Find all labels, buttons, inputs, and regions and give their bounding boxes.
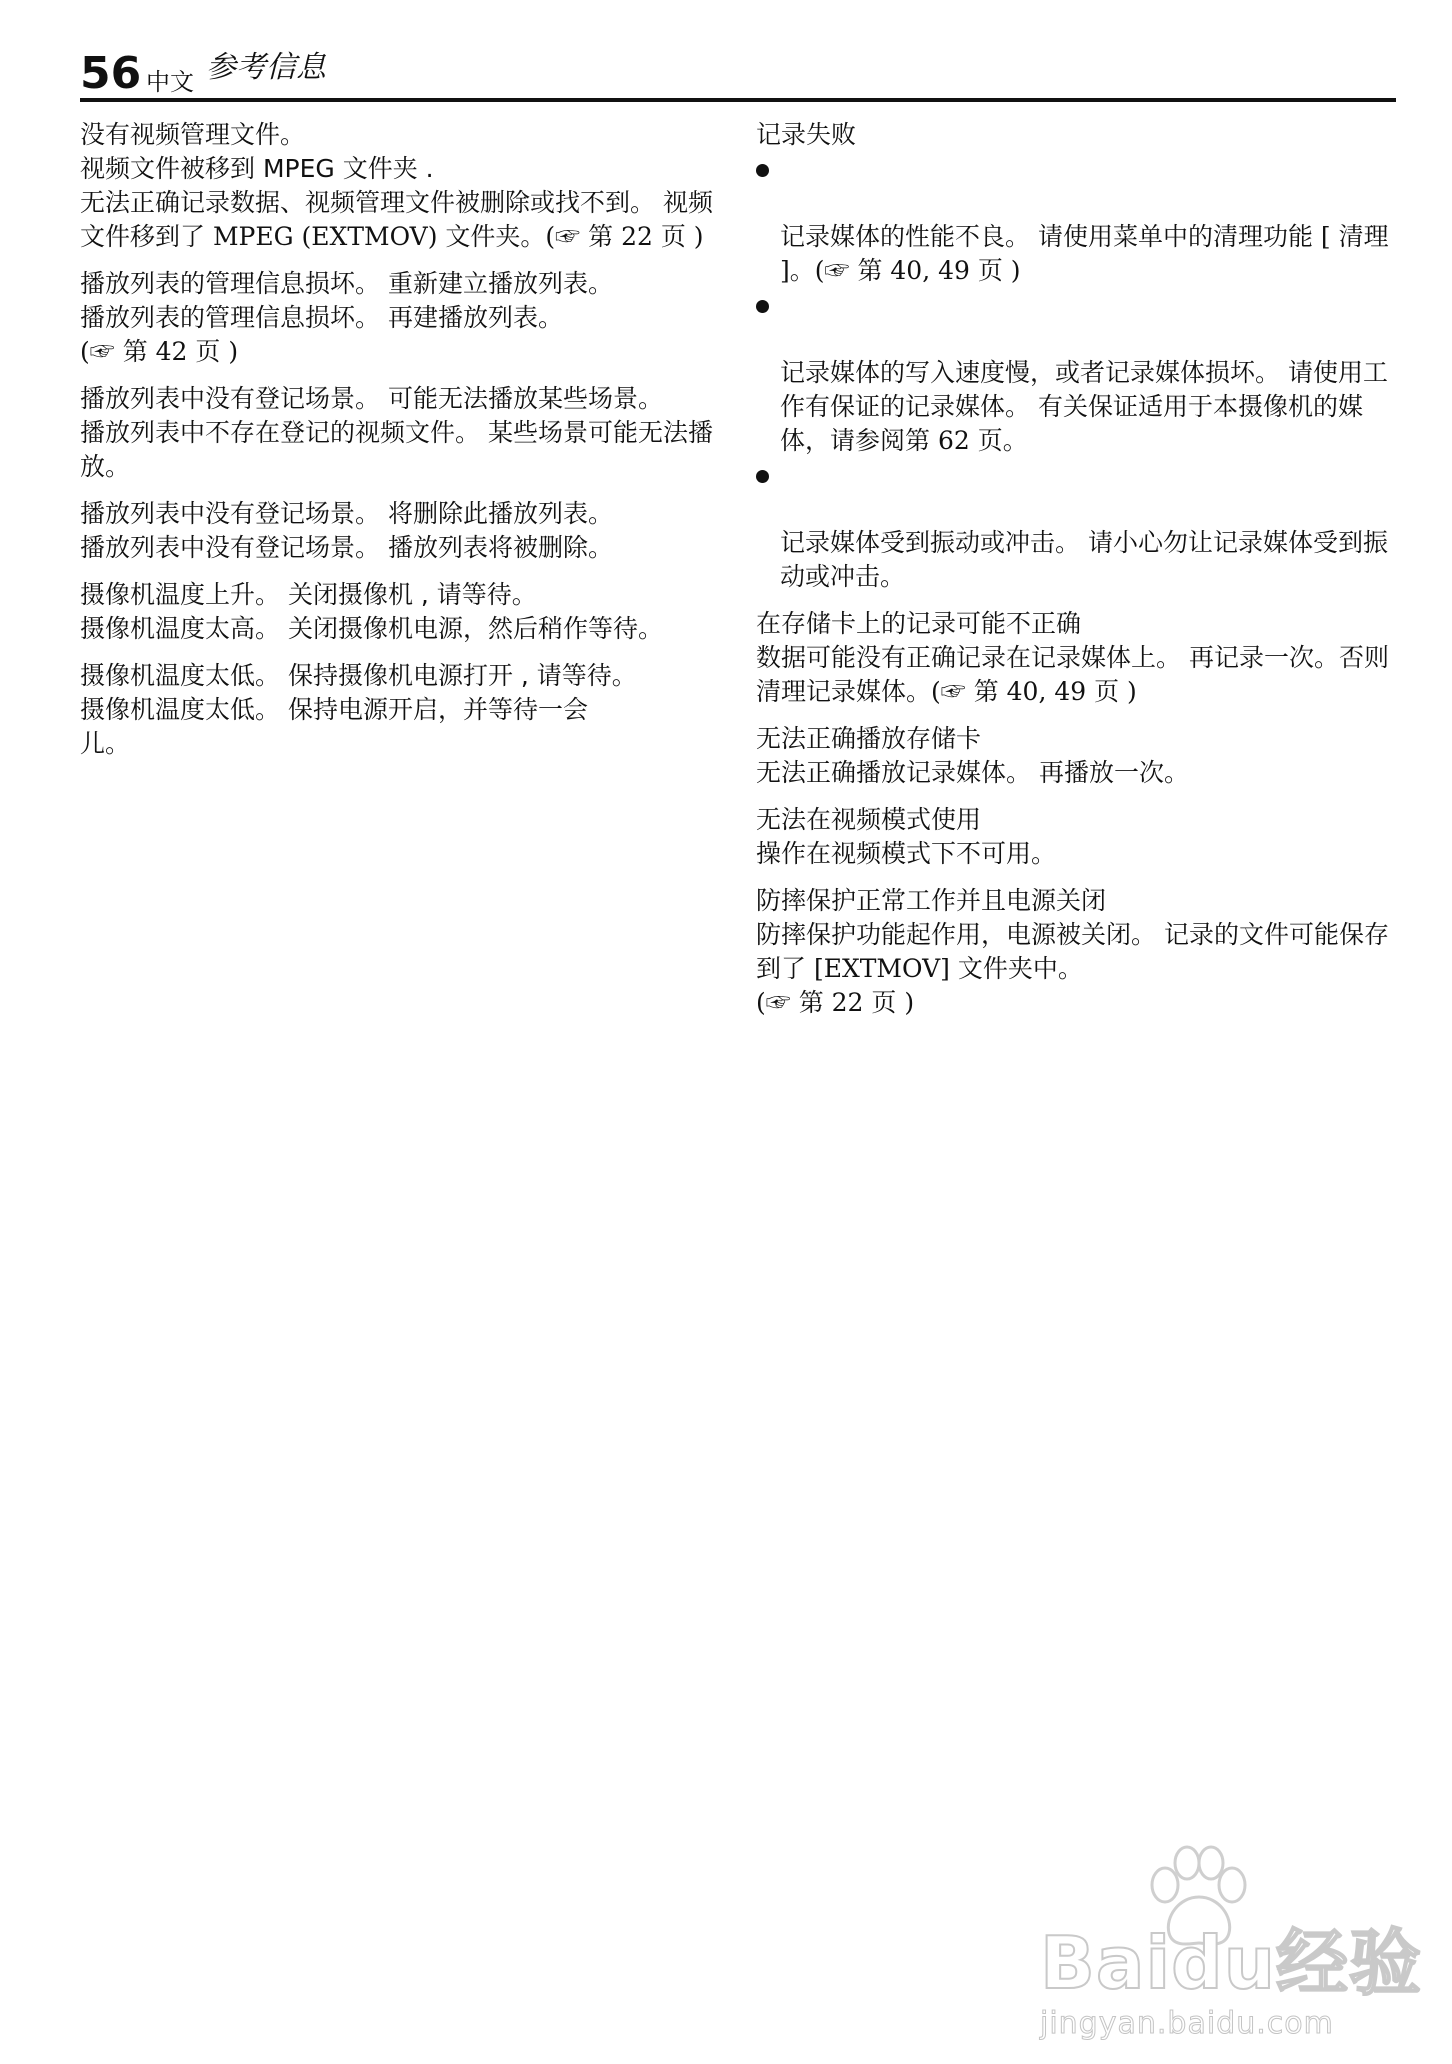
message-entry	[80, 578, 730, 646]
message-entry	[80, 118, 730, 254]
watermark-logo-text: Baidu经验	[1040, 1921, 1422, 2005]
message-body: 摄像机温度太高。 关闭摄像机电源，然后稍作等待。	[80, 614, 663, 643]
list-item	[756, 288, 1396, 458]
message-title: 无法在视频模式使用	[756, 805, 982, 834]
message-body: 播放列表中不存在登记的视频文件。 某些场景可能无法播放。	[80, 418, 713, 481]
bullet-text: 记录媒体的写入速度慢，或者记录媒体损坏。 请使用工作有保证的记录媒体。 有关保证适用于本摄像机的媒体，请参阅第 62 页。	[780, 358, 1388, 455]
message-entry	[80, 497, 730, 565]
page-number: 56	[80, 48, 142, 99]
message-title: 播放列表中没有登记场景。 可能无法播放某些场景。	[80, 384, 663, 413]
watermark-url: jingyan.baidu.com	[1040, 2006, 1334, 2041]
bullet-text: 记录媒体的性能不良。 请使用菜单中的清理功能 [ 清理 ]。(☞ 第 40, 49 页 )	[780, 222, 1389, 285]
list-item	[756, 458, 1396, 594]
section-title: 参考信息	[206, 50, 326, 85]
page-header	[80, 48, 1396, 102]
message-body: 播放列表的管理信息损坏。 再建播放列表。 (☞ 第 42 页 )	[80, 303, 563, 366]
message-title: 记录失败	[756, 120, 857, 149]
message-title: 摄像机温度上升。 关闭摄像机 , 请等待。	[80, 580, 537, 609]
message-body: 防摔保护功能起作用，电源被关闭。 记录的文件可能保存到了 [EXTMOV] 文件夹中。 (☞ 第 22 页 )	[756, 920, 1389, 1017]
message-entry	[756, 607, 1396, 709]
message-entry	[756, 722, 1396, 790]
message-title: 播放列表的管理信息损坏。 重新建立播放列表。	[80, 269, 613, 298]
message-title: 在存储卡上的记录可能不正确	[756, 609, 1082, 638]
message-title: 防摔保护正常工作并且电源关闭	[756, 886, 1107, 915]
message-title: 没有视频管理文件。 视频文件被移到 MPEG 文件夹 .	[80, 120, 434, 183]
message-body: 数据可能没有正确记录在记录媒体上。 再记录一次。否则清理记录媒体。(☞ 第 40, 49 页 )	[756, 643, 1389, 706]
baidu-watermark	[1040, 1845, 1422, 2045]
message-entry	[80, 267, 730, 369]
message-entry	[756, 118, 1396, 594]
message-body: 摄像机温度太低。 保持电源开启，并等待一会 儿。	[80, 695, 588, 758]
message-body: 无法正确播放记录媒体。 再播放一次。	[756, 758, 1189, 787]
message-body: 播放列表中没有登记场景。 播放列表将被删除。	[80, 533, 613, 562]
message-body: 无法正确记录数据、视频管理文件被删除或找不到。 视频文件移到了 MPEG (EXTMOV) 文件夹。(☞ 第 22 页 )	[80, 188, 713, 251]
message-title: 摄像机温度太低。 保持摄像机电源打开 , 请等待。	[80, 661, 637, 690]
message-entry	[80, 382, 730, 484]
message-title: 无法正确播放存储卡	[756, 724, 982, 753]
message-entry	[80, 659, 730, 761]
bullet-icon	[756, 300, 769, 313]
message-title: 播放列表中没有登记场景。 将删除此播放列表。	[80, 499, 613, 528]
left-column	[80, 118, 730, 774]
message-entry	[756, 803, 1396, 871]
message-body: 操作在视频模式下不可用。	[756, 839, 1057, 868]
language-label: 中文	[146, 68, 194, 96]
right-column	[756, 118, 1396, 1033]
message-entry	[756, 884, 1396, 1020]
bullet-text: 记录媒体受到振动或冲击。 请小心勿让记录媒体受到振动或冲击。	[780, 528, 1388, 591]
list-item	[756, 152, 1396, 288]
cause-list	[756, 152, 1396, 594]
bullet-icon	[756, 470, 769, 483]
bullet-icon	[756, 164, 769, 177]
